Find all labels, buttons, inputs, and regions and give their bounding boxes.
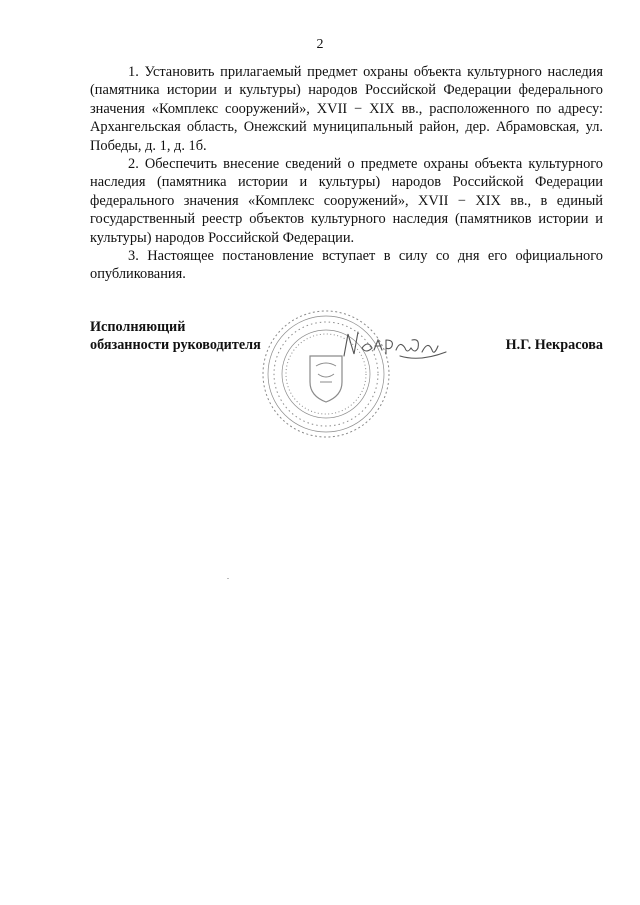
signatory-title-line-2: обязанности руководителя (90, 337, 261, 353)
signatory-title-line-1: Исполняющий (90, 319, 186, 335)
signatory-title (90, 318, 261, 354)
signatory-name: Н.Г. Некрасова (505, 337, 603, 353)
scan-artifact (227, 578, 229, 579)
paragraph-1: 1. Установить прилагаемый предмет охраны объекта культурного наследия (памятника истории и культуры) народов Российской Федерации федерального значения «Комплекс сооружений», XVII − XIX вв., расположенного по адресу: Архангельская область, Онежский муниципальный район, дер. Абрамовская, ул. Победы, д. 1, д. 1б. (90, 64, 603, 154)
handwritten-signature-icon (340, 326, 450, 366)
paragraph-3: 3. Настоящее постановление вступает в силу со дня его официального опубликования. (90, 248, 603, 283)
document-body (90, 63, 603, 284)
paragraph-2: 2. Обеспечить внесение сведений о предмете охраны объекта культурного наследия (памятника истории и культуры) народов Российской Федерации федерального значения «Комплекс сооружений», XVII − XIX вв., в единый государственный реестр объектов культурного наследия (памятников истории и культуры) народов Российской Федерации. (90, 156, 603, 246)
signature-block (90, 318, 603, 468)
page-number: 2 (316, 37, 324, 52)
